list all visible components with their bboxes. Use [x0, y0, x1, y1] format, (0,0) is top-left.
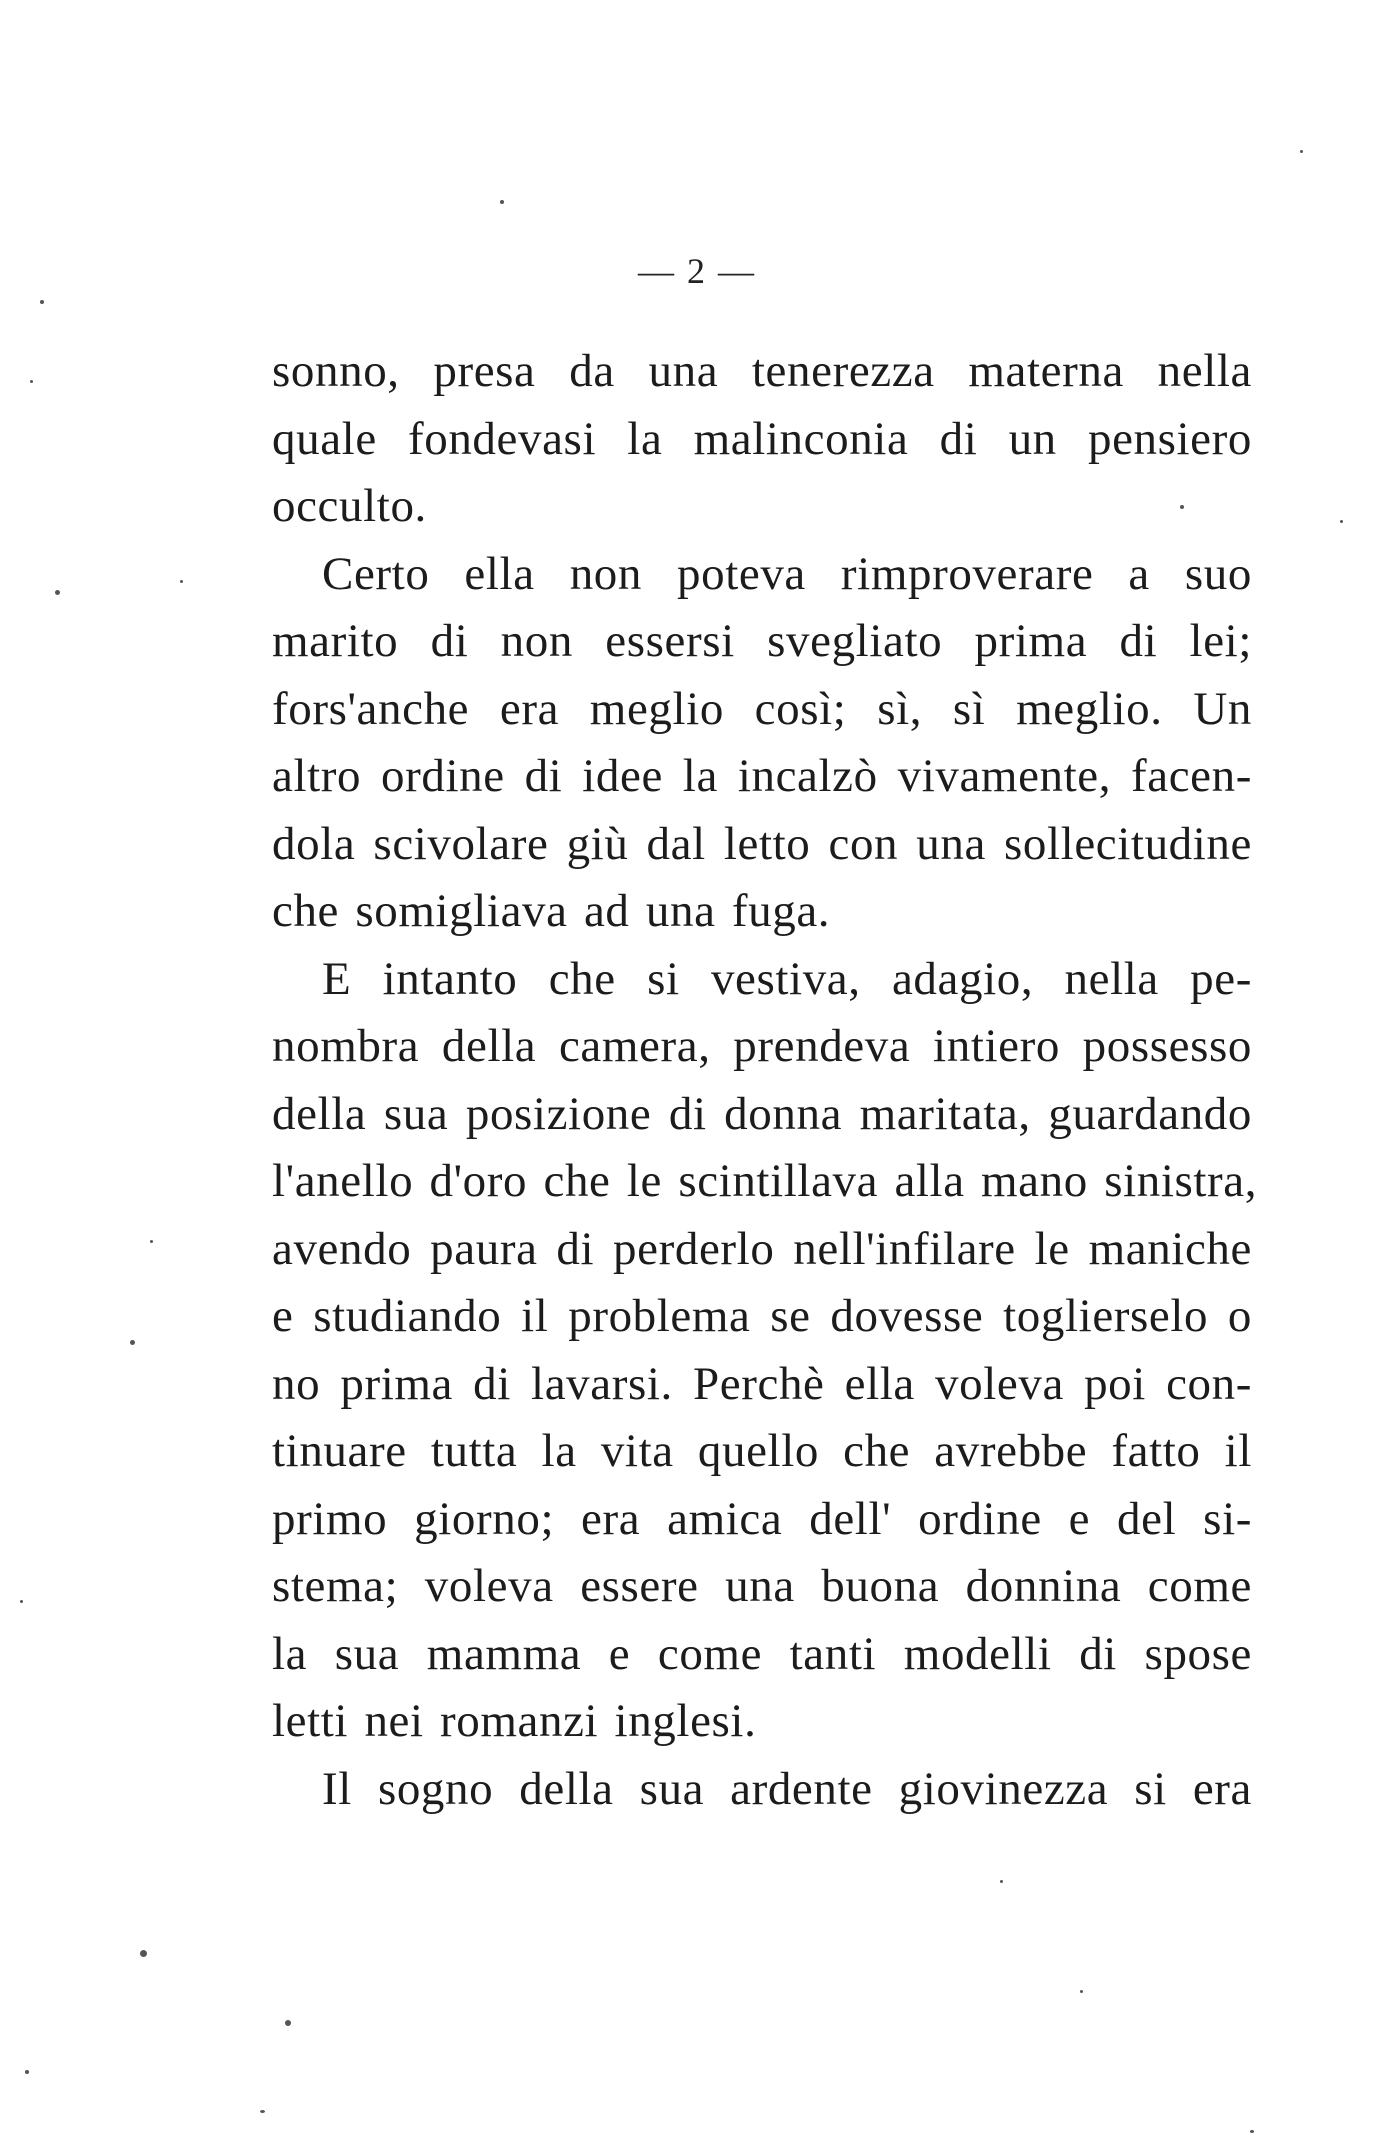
text-line: E intanto che si vestiva, adagio, nella pe- [322, 952, 1252, 1005]
text-line: avendo paura di perderlo nell'infilare le maniche [272, 1222, 1252, 1275]
text-line: nombra della camera, prendeva intiero possesso [272, 1020, 1252, 1072]
scan-speck [1300, 150, 1303, 153]
paragraph-3 [272, 946, 1258, 1756]
text-line: Certo ella non poteva rimproverare a suo [322, 547, 1252, 600]
scan-speck [40, 300, 44, 304]
scan-speck [55, 590, 60, 595]
text-line: altro ordine di idee la incalzò vivamente, facen- [272, 750, 1252, 802]
text-line: marito di non essersi svegliato prima di lei; [272, 615, 1252, 667]
scan-speck [1340, 520, 1343, 523]
text-line: la sua mamma e come tanti modelli di spose [272, 1627, 1252, 1680]
scan-speck [20, 1600, 23, 1603]
text-line: dola scivolare giù dal letto con una sollecitudine [272, 817, 1252, 870]
paragraph-1 [272, 338, 1252, 541]
body-text [272, 338, 1258, 1823]
text-line: no prima di lavarsi. Perchè ella voleva poi con- [272, 1357, 1252, 1410]
scan-speck [285, 2020, 291, 2026]
text-line: che somigliava ad una fuga. [272, 885, 831, 937]
scan-speck [130, 1340, 135, 1345]
scan-speck [25, 2070, 29, 2074]
text-line: fors'anche era meglio così; sì, sì meglio. Un [272, 682, 1252, 735]
scan-speck [140, 1950, 147, 1957]
paragraph-4 [272, 1756, 1252, 1824]
scan-speck [1080, 1990, 1083, 1993]
text-line: occulto. [272, 480, 427, 532]
text-line: e studiando il problema se dovesse toglierselo o [272, 1290, 1252, 1342]
scan-speck [500, 200, 504, 204]
text-line: stema; voleva essere una buona donnina come [272, 1560, 1252, 1612]
text-line: letti nei romanzi inglesi. [272, 1695, 757, 1747]
scan-speck [30, 380, 33, 383]
scan-speck [180, 580, 183, 583]
text-line: quale fondevasi la malinconia di un pensiero [272, 412, 1252, 465]
text-line: tinuare tutta la vita quello che avrebbe fatto il [272, 1425, 1252, 1477]
paragraph-2 [272, 541, 1252, 946]
text-line: primo giorno; era amica dell' ordine e del si- [272, 1492, 1252, 1545]
scan-speck [1180, 505, 1184, 509]
text-line: l'anello d'oro che le scintillava alla mano sinistra, [272, 1155, 1258, 1207]
scan-speck [1250, 2130, 1254, 2133]
text-line: della sua posizione di donna maritata, guardando [272, 1087, 1252, 1140]
scan-speck [150, 1240, 153, 1243]
page-number: — 2 — [638, 251, 756, 291]
scan-speck [1000, 1880, 1003, 1883]
text-line: sonno, presa da una tenerezza materna nella [272, 345, 1252, 397]
text-line: Il sogno della sua ardente giovinezza si era [322, 1762, 1252, 1815]
scan-speck [260, 2110, 265, 2113]
